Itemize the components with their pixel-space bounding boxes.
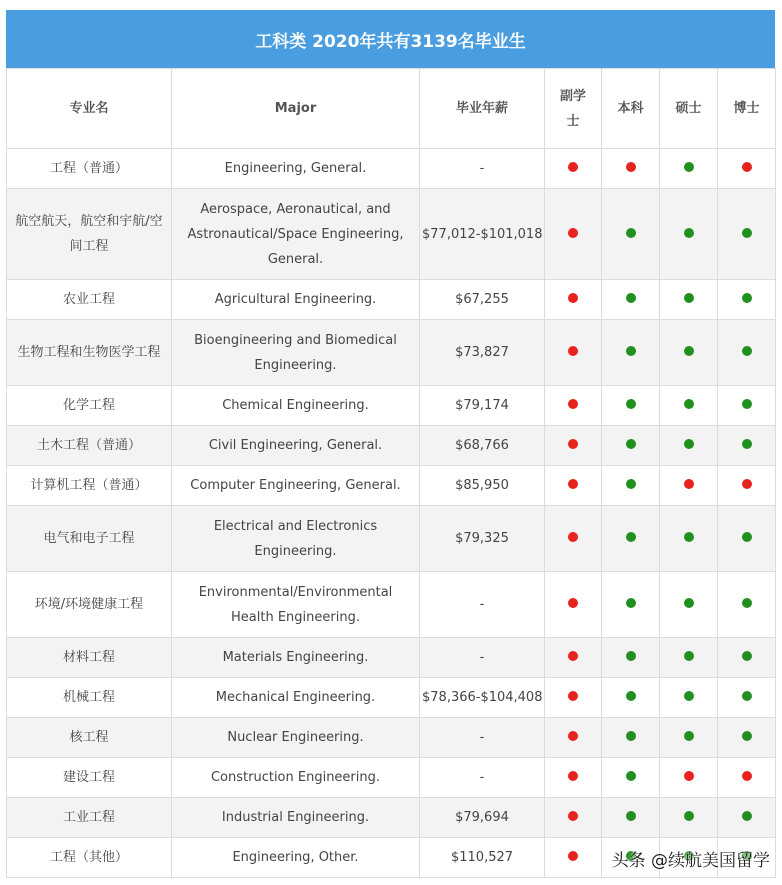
associate-status-dot: [568, 228, 578, 238]
degree-cell: [660, 149, 718, 189]
major-cn-cell: 计算机工程（普通）: [7, 466, 172, 506]
degree-cell: [602, 718, 660, 758]
associate-status-dot: [568, 439, 578, 449]
associate-status-dot: [568, 771, 578, 781]
header-bachelor: 本科: [602, 69, 660, 149]
table-row: [7, 678, 776, 718]
master-status-dot: [684, 439, 694, 449]
table-title: 工科类 2020年共有3139名毕业生: [6, 10, 775, 68]
doctor-status-dot: [742, 651, 752, 661]
major-en-cell: Computer Engineering, General.: [172, 466, 420, 506]
degree-cell: [602, 798, 660, 838]
degree-cell: [718, 426, 776, 466]
doctor-status-dot: [742, 439, 752, 449]
salary-cell: $79,325: [420, 506, 545, 572]
salary-cell: -: [420, 638, 545, 678]
associate-status-dot: [568, 651, 578, 661]
master-status-dot: [684, 691, 694, 701]
table-row: [7, 320, 776, 386]
degree-cell: [718, 678, 776, 718]
major-en-cell: Aerospace, Aeronautical, and Astronautical/Space Engineering, General.: [172, 189, 420, 280]
degree-cell: [718, 718, 776, 758]
degree-cell: [718, 466, 776, 506]
major-cn-cell: 建设工程: [7, 758, 172, 798]
degree-cell: [602, 320, 660, 386]
major-en-cell: Engineering, General.: [172, 149, 420, 189]
bachelor-status-dot: [626, 811, 636, 821]
header-associate: 副学士: [545, 69, 602, 149]
bachelor-status-dot: [626, 479, 636, 489]
salary-cell: $79,174: [420, 386, 545, 426]
degree-cell: [718, 280, 776, 320]
bachelor-status-dot: [626, 162, 636, 172]
associate-status-dot: [568, 598, 578, 608]
degree-cell: [660, 280, 718, 320]
salary-cell: $85,950: [420, 466, 545, 506]
degree-cell: [545, 280, 602, 320]
table-row: [7, 718, 776, 758]
doctor-status-dot: [742, 293, 752, 303]
associate-status-dot: [568, 479, 578, 489]
major-en-cell: Civil Engineering, General.: [172, 426, 420, 466]
associate-status-dot: [568, 691, 578, 701]
table-row: [7, 426, 776, 466]
degree-cell: [718, 386, 776, 426]
degree-cell: [718, 572, 776, 638]
major-cn-cell: 工业工程: [7, 798, 172, 838]
associate-status-dot: [568, 293, 578, 303]
table-row: [7, 189, 776, 280]
degree-cell: [660, 678, 718, 718]
doctor-status-dot: [742, 479, 752, 489]
salary-cell: -: [420, 718, 545, 758]
master-status-dot: [684, 293, 694, 303]
degree-cell: [545, 838, 602, 878]
degree-cell: [545, 320, 602, 386]
header-major-en: Major: [172, 69, 420, 149]
bachelor-status-dot: [626, 651, 636, 661]
associate-status-dot: [568, 851, 578, 861]
degree-cell: [602, 506, 660, 572]
degree-cell: [718, 798, 776, 838]
header-major-cn: 专业名: [7, 69, 172, 149]
major-en-cell: Nuclear Engineering.: [172, 718, 420, 758]
degree-cell: [660, 426, 718, 466]
master-status-dot: [684, 771, 694, 781]
associate-status-dot: [568, 532, 578, 542]
doctor-status-dot: [742, 771, 752, 781]
master-status-dot: [684, 346, 694, 356]
master-status-dot: [684, 811, 694, 821]
doctor-status-dot: [742, 532, 752, 542]
master-status-dot: [684, 162, 694, 172]
degree-cell: [718, 149, 776, 189]
major-cn-cell: 电气和电子工程: [7, 506, 172, 572]
doctor-status-dot: [742, 598, 752, 608]
master-status-dot: [684, 532, 694, 542]
major-cn-cell: 核工程: [7, 718, 172, 758]
major-en-cell: Environmental/Environmental Health Engineering.: [172, 572, 420, 638]
master-status-dot: [684, 399, 694, 409]
table-body: [7, 149, 776, 878]
watermark-text: 头条 @续航美国留学: [611, 851, 770, 871]
major-cn-cell: 生物工程和生物医学工程: [7, 320, 172, 386]
major-cn-cell: 材料工程: [7, 638, 172, 678]
degree-cell: [545, 466, 602, 506]
major-en-cell: Chemical Engineering.: [172, 386, 420, 426]
table-row: [7, 386, 776, 426]
major-cn-cell: 机械工程: [7, 678, 172, 718]
degree-cell: [545, 638, 602, 678]
doctor-status-dot: [742, 691, 752, 701]
degree-cell: [545, 149, 602, 189]
header-salary: 毕业年薪: [420, 69, 545, 149]
major-cn-cell: 航空航天，航空和宇航/空间工程: [7, 189, 172, 280]
bachelor-status-dot: [626, 771, 636, 781]
degree-cell: [545, 189, 602, 280]
bachelor-status-dot: [626, 598, 636, 608]
salary-cell: $67,255: [420, 280, 545, 320]
degree-cell: [718, 506, 776, 572]
doctor-status-dot: [742, 399, 752, 409]
degree-cell: [602, 572, 660, 638]
table-row: [7, 466, 776, 506]
major-en-cell: Materials Engineering.: [172, 638, 420, 678]
table-row: [7, 758, 776, 798]
major-en-cell: Electrical and Electronics Engineering.: [172, 506, 420, 572]
major-cn-cell: 土木工程（普通）: [7, 426, 172, 466]
degree-cell: [602, 466, 660, 506]
degree-cell: [660, 638, 718, 678]
degree-cell: [602, 280, 660, 320]
salary-cell: -: [420, 149, 545, 189]
major-en-cell: Bioengineering and Biomedical Engineering.: [172, 320, 420, 386]
salary-cell: $79,694: [420, 798, 545, 838]
doctor-status-dot: [742, 731, 752, 741]
salary-cell: -: [420, 758, 545, 798]
master-status-dot: [684, 228, 694, 238]
master-status-dot: [684, 598, 694, 608]
master-status-dot: [684, 651, 694, 661]
degree-cell: [660, 189, 718, 280]
bachelor-status-dot: [626, 691, 636, 701]
table-row: [7, 798, 776, 838]
degree-cell: [545, 506, 602, 572]
associate-status-dot: [568, 399, 578, 409]
degree-cell: [545, 678, 602, 718]
degree-cell: [660, 386, 718, 426]
associate-status-dot: [568, 162, 578, 172]
table-row: [7, 572, 776, 638]
major-cn-cell: 农业工程: [7, 280, 172, 320]
degree-cell: [545, 718, 602, 758]
major-cn-cell: 化学工程: [7, 386, 172, 426]
degree-cell: [660, 572, 718, 638]
degree-cell: [660, 718, 718, 758]
degree-cell: [602, 149, 660, 189]
doctor-status-dot: [742, 162, 752, 172]
degree-cell: [545, 758, 602, 798]
associate-status-dot: [568, 731, 578, 741]
doctor-status-dot: [742, 346, 752, 356]
majors-table: [6, 68, 776, 878]
major-cn-cell: 环境/环境健康工程: [7, 572, 172, 638]
salary-table-card: [6, 10, 775, 878]
major-cn-cell: 工程（普通）: [7, 149, 172, 189]
salary-cell: $68,766: [420, 426, 545, 466]
bachelor-status-dot: [626, 439, 636, 449]
degree-cell: [660, 506, 718, 572]
degree-cell: [602, 638, 660, 678]
bachelor-status-dot: [626, 346, 636, 356]
bachelor-status-dot: [626, 399, 636, 409]
degree-cell: [545, 386, 602, 426]
table-row: [7, 149, 776, 189]
degree-cell: [602, 678, 660, 718]
master-status-dot: [684, 479, 694, 489]
table-row: [7, 280, 776, 320]
degree-cell: [602, 189, 660, 280]
degree-cell: [602, 426, 660, 466]
master-status-dot: [684, 731, 694, 741]
bachelor-status-dot: [626, 731, 636, 741]
degree-cell: [660, 320, 718, 386]
major-en-cell: Construction Engineering.: [172, 758, 420, 798]
degree-cell: [660, 758, 718, 798]
salary-cell: $110,527: [420, 838, 545, 878]
associate-status-dot: [568, 811, 578, 821]
degree-cell: [660, 798, 718, 838]
degree-cell: [718, 189, 776, 280]
bachelor-status-dot: [626, 532, 636, 542]
salary-cell: -: [420, 572, 545, 638]
degree-cell: [545, 572, 602, 638]
salary-cell: $77,012-$101,018: [420, 189, 545, 280]
header-doctor: 博士: [718, 69, 776, 149]
major-en-cell: Engineering, Other.: [172, 838, 420, 878]
doctor-status-dot: [742, 228, 752, 238]
salary-cell: $78,366-$104,408: [420, 678, 545, 718]
degree-cell: [545, 426, 602, 466]
bachelor-status-dot: [626, 293, 636, 303]
major-en-cell: Agricultural Engineering.: [172, 280, 420, 320]
major-en-cell: Industrial Engineering.: [172, 798, 420, 838]
associate-status-dot: [568, 346, 578, 356]
degree-cell: [602, 758, 660, 798]
bachelor-status-dot: [626, 228, 636, 238]
salary-cell: $73,827: [420, 320, 545, 386]
degree-cell: [718, 638, 776, 678]
degree-cell: [718, 758, 776, 798]
degree-cell: [660, 466, 718, 506]
header-row: [7, 69, 776, 149]
major-en-cell: Mechanical Engineering.: [172, 678, 420, 718]
doctor-status-dot: [742, 811, 752, 821]
table-row: [7, 506, 776, 572]
major-cn-cell: 工程（其他）: [7, 838, 172, 878]
header-master: 硕士: [660, 69, 718, 149]
table-row: [7, 638, 776, 678]
degree-cell: [545, 798, 602, 838]
degree-cell: [718, 320, 776, 386]
degree-cell: [602, 386, 660, 426]
